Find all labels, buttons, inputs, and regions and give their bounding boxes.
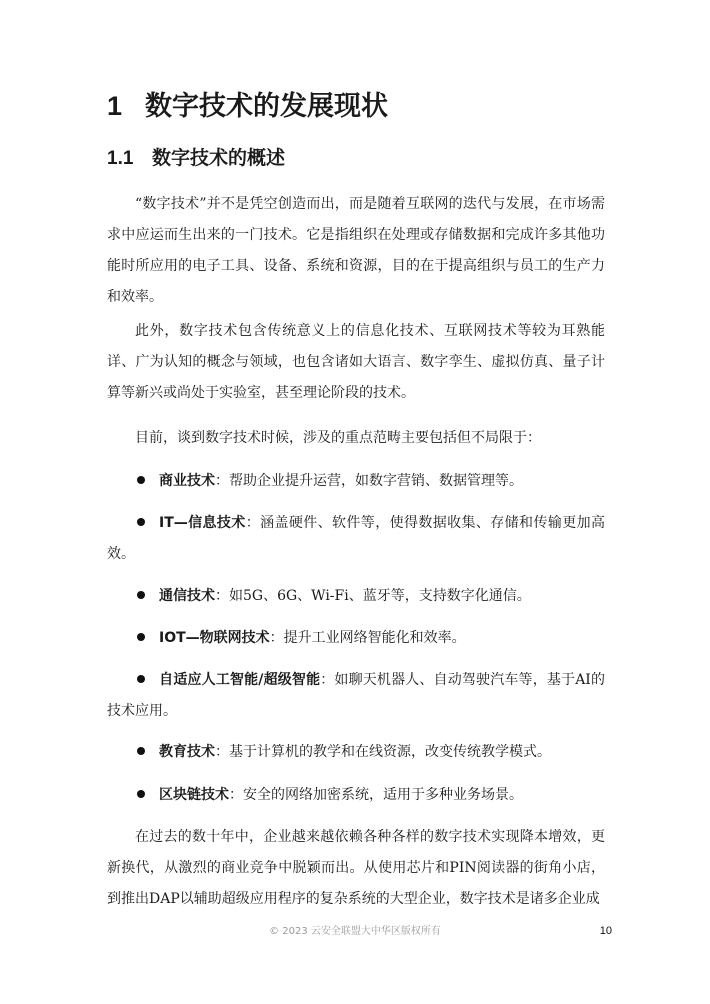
list-item-term: 商业技术	[159, 473, 215, 489]
copyright-footer: © 2023 云安全联盟大中华区版权所有	[269, 926, 441, 937]
list-item-term: 教育技术	[159, 744, 215, 760]
section-heading	[107, 146, 285, 172]
list-item-term: 区块链技术	[159, 787, 229, 803]
chapter-heading	[107, 88, 388, 124]
page-number: 10	[599, 925, 612, 937]
list-item-term: 通信技术	[159, 588, 215, 604]
list-item	[107, 581, 605, 612]
list-item	[107, 508, 605, 570]
paragraph-scope: 此外，数字技术包含传统意义上的信息化技术、互联网技术等较为耳熟能详、广为认知的概念与领域，也包含诸如大语言、数字孪生、虚拟仿真、量子计算等新兴或尚处于实验室，甚至理论阶段的技术。	[107, 323, 605, 401]
list-item	[107, 623, 605, 654]
section-title: 数字技术的概述	[152, 148, 286, 169]
list-item	[107, 780, 605, 811]
list-item-text: ：基于计算机的教学和在线资源，改变传统教学模式。	[215, 744, 551, 760]
chapter-title: 数字技术的发展现状	[145, 91, 388, 121]
list-item-term: 自适应人工智能/超级智能	[159, 672, 321, 688]
bullet-icon	[137, 591, 145, 599]
list-item-text: ：提升工业网络智能化和效率。	[269, 630, 466, 646]
list-item-text: ：如5G、6G、Wi-Fi、蓝牙等，支持数字化通信。	[215, 588, 531, 604]
chapter-number: 1	[107, 91, 123, 121]
list-item	[107, 737, 605, 768]
list-item-text: ：安全的网络加密系统，适用于多种业务场景。	[229, 787, 523, 803]
bullet-icon	[137, 633, 145, 641]
bullet-icon	[137, 476, 145, 484]
paragraph-intro: “数字技术”并不是凭空创造而出，而是随着互联网的迭代与发展，在市场需求中应运而生出来的一门技术。它是指组织在处理或存储数据和完成许多其他功能时所应用的电子工具、设备、系统和资源，目的在于提高组织与员工的生产力和效率。	[107, 196, 605, 305]
list-item-text: ：涵盖硬件、软件等，使得数据收集、存储和传输更加高效。	[107, 515, 605, 562]
bullet-icon	[137, 675, 145, 683]
list-item	[107, 466, 605, 497]
section-number: 1.1	[107, 148, 134, 169]
list-item-text: ：如聊天机器人、自动驾驶汽车等，基于AI的技术应用。	[107, 672, 605, 719]
bullet-icon	[137, 790, 145, 798]
bullet-icon	[137, 518, 145, 526]
paragraph-enterprise: 在过去的数十年中，企业越来越依赖各种各样的数字技术实现降本增效，更新换代，从激烈的商业竞争中脱颖而出。从使用芯片和PIN阅读器的街角小店，到推出DAP以辅助超级应用程序的复杂系统的大型企业，数字技术是诸多企业成	[107, 829, 605, 907]
list-item-term: IOT—物联网技术	[159, 630, 270, 646]
bullet-icon	[137, 747, 145, 755]
list-item-text: ：帮助企业提升运营，如数字营销、数据管理等。	[215, 473, 523, 489]
list-item	[107, 665, 605, 727]
list-item-term: IT—信息技术	[159, 515, 246, 531]
paragraph-list-lead: 目前，谈到数字技术时候，涉及的重点范畴主要包括但不局限于：	[135, 430, 541, 446]
